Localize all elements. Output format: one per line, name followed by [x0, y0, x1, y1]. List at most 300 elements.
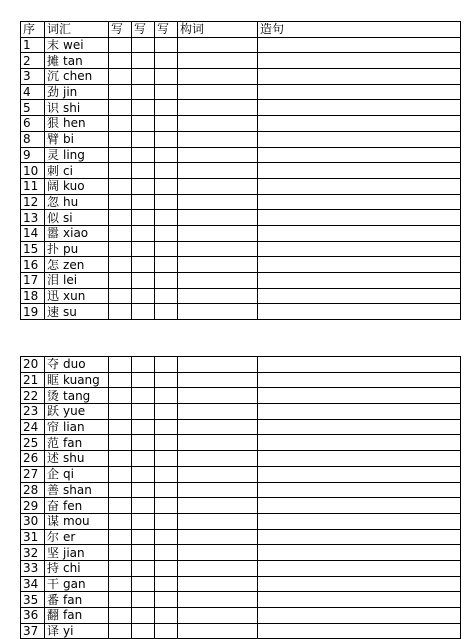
write-cell-3 — [155, 131, 178, 147]
table-row — [21, 545, 461, 561]
table-row — [21, 53, 461, 69]
write-cell-3 — [155, 623, 178, 639]
write-cell-3 — [155, 210, 178, 226]
table-row — [21, 178, 461, 194]
write-cell-2 — [132, 273, 155, 289]
write-cell-2 — [132, 451, 155, 467]
vocab-pinyin: hen — [63, 116, 86, 131]
vocab-word — [45, 451, 109, 467]
row-number: 13 — [21, 210, 45, 226]
vocab-character: 范 — [47, 435, 60, 450]
vocab-word — [45, 529, 109, 545]
write-cell-2 — [132, 419, 155, 435]
vocab-word — [45, 163, 109, 179]
compose-cell — [178, 194, 258, 210]
vocab-character: 劲 — [47, 85, 60, 100]
write-cell-1 — [109, 53, 132, 69]
write-cell-2 — [132, 388, 155, 404]
write-cell-1 — [109, 257, 132, 273]
compose-cell — [178, 466, 258, 482]
write-cell-3 — [155, 241, 178, 257]
row-number: 30 — [21, 513, 45, 529]
write-cell-1 — [109, 116, 132, 132]
table-row — [21, 84, 461, 100]
header-write-2: 写 — [132, 22, 155, 38]
sentence-cell — [258, 225, 461, 241]
vocab-word — [45, 419, 109, 435]
vocab-pinyin: lei — [63, 273, 78, 288]
write-cell-1 — [109, 288, 132, 304]
vocab-character: 刺 — [47, 163, 60, 178]
compose-cell — [178, 225, 258, 241]
write-cell-1 — [109, 357, 132, 373]
vocab-character: 企 — [47, 467, 60, 482]
vocab-table-part-1 — [20, 21, 461, 320]
vocab-pinyin: pu — [63, 241, 79, 256]
write-cell-2 — [132, 116, 155, 132]
vocab-character: 眶 — [47, 373, 60, 388]
write-cell-3 — [155, 116, 178, 132]
vocab-word — [45, 84, 109, 100]
write-cell-1 — [109, 147, 132, 163]
write-cell-2 — [132, 529, 155, 545]
compose-cell — [178, 419, 258, 435]
vocab-pinyin: shan — [63, 482, 92, 497]
table-row — [21, 241, 461, 257]
table-row — [21, 100, 461, 116]
table-row — [21, 419, 461, 435]
row-number: 4 — [21, 84, 45, 100]
table-row — [21, 482, 461, 498]
vocab-character: 阔 — [47, 179, 60, 194]
write-cell-3 — [155, 513, 178, 529]
vocab-word — [45, 257, 109, 273]
write-cell-3 — [155, 529, 178, 545]
row-number: 18 — [21, 288, 45, 304]
vocab-pinyin: duo — [63, 357, 86, 372]
write-cell-3 — [155, 100, 178, 116]
compose-cell — [178, 357, 258, 373]
compose-cell — [178, 545, 258, 561]
sentence-cell — [258, 116, 461, 132]
write-cell-1 — [109, 466, 132, 482]
row-number: 19 — [21, 304, 45, 320]
vocab-word — [45, 357, 109, 373]
write-cell-2 — [132, 131, 155, 147]
write-cell-3 — [155, 592, 178, 608]
table-row — [21, 529, 461, 545]
write-cell-2 — [132, 210, 155, 226]
write-cell-1 — [109, 84, 132, 100]
table-row — [21, 560, 461, 576]
vocab-character: 似 — [47, 210, 60, 225]
write-cell-1 — [109, 100, 132, 116]
write-cell-1 — [109, 545, 132, 561]
table-row — [21, 592, 461, 608]
write-cell-1 — [109, 404, 132, 420]
write-cell-2 — [132, 147, 155, 163]
row-number: 35 — [21, 592, 45, 608]
write-cell-3 — [155, 178, 178, 194]
row-number: 26 — [21, 451, 45, 467]
vocab-pinyin: xiao — [63, 226, 89, 241]
write-cell-1 — [109, 623, 132, 639]
vocab-word — [45, 273, 109, 289]
compose-cell — [178, 273, 258, 289]
vocab-word — [45, 37, 109, 53]
compose-cell — [178, 131, 258, 147]
write-cell-1 — [109, 451, 132, 467]
vocab-character: 灵 — [47, 147, 60, 162]
sentence-cell — [258, 435, 461, 451]
write-cell-2 — [132, 466, 155, 482]
sentence-cell — [258, 100, 461, 116]
write-cell-2 — [132, 592, 155, 608]
write-cell-2 — [132, 545, 155, 561]
vocab-character: 善 — [47, 482, 60, 497]
write-cell-1 — [109, 273, 132, 289]
table-row — [21, 194, 461, 210]
write-cell-2 — [132, 163, 155, 179]
write-cell-2 — [132, 53, 155, 69]
write-cell-2 — [132, 84, 155, 100]
vocab-word — [45, 388, 109, 404]
table-row — [21, 131, 461, 147]
write-cell-2 — [132, 225, 155, 241]
compose-cell — [178, 560, 258, 576]
vocab-character: 夺 — [47, 357, 60, 372]
table-row — [21, 37, 461, 53]
compose-cell — [178, 529, 258, 545]
vocab-character: 述 — [47, 451, 60, 466]
sentence-cell — [258, 37, 461, 53]
write-cell-1 — [109, 210, 132, 226]
write-cell-1 — [109, 194, 132, 210]
sentence-cell — [258, 451, 461, 467]
vocab-pinyin: tan — [63, 53, 83, 68]
row-number: 36 — [21, 608, 45, 624]
vocab-pinyin: ling — [63, 147, 85, 162]
compose-cell — [178, 482, 258, 498]
header-write-3: 写 — [155, 22, 178, 38]
row-number: 31 — [21, 529, 45, 545]
sentence-cell — [258, 372, 461, 388]
vocab-pinyin: gan — [63, 576, 86, 591]
compose-cell — [178, 576, 258, 592]
vocab-character: 沉 — [47, 69, 60, 84]
sentence-cell — [258, 560, 461, 576]
table-row — [21, 513, 461, 529]
sentence-cell — [258, 498, 461, 514]
sentence-cell — [258, 304, 461, 320]
vocab-word — [45, 404, 109, 420]
vocab-pinyin: zen — [63, 257, 85, 272]
compose-cell — [178, 304, 258, 320]
vocab-pinyin: si — [63, 210, 73, 225]
row-number: 10 — [21, 163, 45, 179]
vocab-pinyin: fan — [63, 608, 83, 623]
table-row — [21, 225, 461, 241]
write-cell-1 — [109, 560, 132, 576]
row-number: 11 — [21, 178, 45, 194]
write-cell-1 — [109, 131, 132, 147]
sentence-cell — [258, 273, 461, 289]
row-number: 37 — [21, 623, 45, 639]
write-cell-1 — [109, 592, 132, 608]
table-row — [21, 372, 461, 388]
compose-cell — [178, 451, 258, 467]
write-cell-2 — [132, 100, 155, 116]
vocab-pinyin: er — [63, 529, 76, 544]
vocab-character: 坚 — [47, 545, 60, 560]
write-cell-1 — [109, 388, 132, 404]
row-number: 20 — [21, 357, 45, 373]
write-cell-3 — [155, 608, 178, 624]
compose-cell — [178, 404, 258, 420]
sentence-cell — [258, 131, 461, 147]
vocab-pinyin: fan — [63, 592, 83, 607]
sentence-cell — [258, 466, 461, 482]
vocab-character: 末 — [47, 38, 60, 53]
table-row — [21, 273, 461, 289]
write-cell-2 — [132, 404, 155, 420]
write-cell-2 — [132, 304, 155, 320]
vocab-word — [45, 69, 109, 85]
write-cell-3 — [155, 225, 178, 241]
compose-cell — [178, 241, 258, 257]
row-number: 8 — [21, 131, 45, 147]
table-row — [21, 388, 461, 404]
row-number: 29 — [21, 498, 45, 514]
vocab-character: 泪 — [47, 273, 60, 288]
vocab-pinyin: wei — [63, 38, 84, 53]
sentence-cell — [258, 210, 461, 226]
compose-cell — [178, 147, 258, 163]
write-cell-2 — [132, 623, 155, 639]
table-row — [21, 163, 461, 179]
sentence-cell — [258, 404, 461, 420]
write-cell-2 — [132, 513, 155, 529]
write-cell-2 — [132, 241, 155, 257]
table-row — [21, 435, 461, 451]
write-cell-2 — [132, 498, 155, 514]
row-number: 15 — [21, 241, 45, 257]
vocab-pinyin: lian — [63, 420, 85, 435]
header-word: 词汇 — [45, 22, 109, 38]
write-cell-2 — [132, 435, 155, 451]
row-number: 16 — [21, 257, 45, 273]
write-cell-3 — [155, 147, 178, 163]
row-number: 9 — [21, 147, 45, 163]
write-cell-1 — [109, 576, 132, 592]
vocab-pinyin: kuang — [63, 373, 100, 388]
sentence-cell — [258, 53, 461, 69]
sentence-cell — [258, 257, 461, 273]
sentence-cell — [258, 592, 461, 608]
write-cell-3 — [155, 257, 178, 273]
vocab-word — [45, 623, 109, 639]
vocab-word — [45, 131, 109, 147]
vocab-character: 干 — [47, 576, 60, 591]
write-cell-2 — [132, 372, 155, 388]
table-row — [21, 404, 461, 420]
write-cell-2 — [132, 560, 155, 576]
table-row — [21, 623, 461, 639]
vocab-pinyin: su — [63, 304, 77, 319]
write-cell-1 — [109, 435, 132, 451]
vocab-pinyin: chi — [63, 561, 81, 576]
compose-cell — [178, 116, 258, 132]
compose-cell — [178, 592, 258, 608]
table-row — [21, 116, 461, 132]
vocab-word — [45, 225, 109, 241]
write-cell-2 — [132, 194, 155, 210]
write-cell-3 — [155, 288, 178, 304]
table-row — [21, 147, 461, 163]
sentence-cell — [258, 608, 461, 624]
write-cell-3 — [155, 357, 178, 373]
write-cell-1 — [109, 608, 132, 624]
vocab-character: 扑 — [47, 241, 60, 256]
vocab-pinyin: hu — [63, 194, 79, 209]
row-number: 22 — [21, 388, 45, 404]
write-cell-2 — [132, 357, 155, 373]
table-row — [21, 576, 461, 592]
table-row — [21, 304, 461, 320]
write-cell-3 — [155, 404, 178, 420]
vocab-pinyin: kuo — [63, 179, 85, 194]
vocab-word — [45, 288, 109, 304]
vocab-word — [45, 498, 109, 514]
vocab-character: 烫 — [47, 388, 60, 403]
write-cell-2 — [132, 288, 155, 304]
write-cell-2 — [132, 257, 155, 273]
write-cell-1 — [109, 372, 132, 388]
row-number: 28 — [21, 482, 45, 498]
write-cell-1 — [109, 225, 132, 241]
write-cell-1 — [109, 241, 132, 257]
table-row — [21, 466, 461, 482]
row-number: 24 — [21, 419, 45, 435]
compose-cell — [178, 498, 258, 514]
compose-cell — [178, 388, 258, 404]
sentence-cell — [258, 482, 461, 498]
row-number: 2 — [21, 53, 45, 69]
vocab-character: 番 — [47, 592, 60, 607]
sentence-cell — [258, 288, 461, 304]
vocab-character: 译 — [47, 624, 60, 639]
write-cell-1 — [109, 419, 132, 435]
vocab-pinyin: chen — [63, 69, 93, 84]
write-cell-1 — [109, 482, 132, 498]
write-cell-3 — [155, 163, 178, 179]
compose-cell — [178, 257, 258, 273]
vocab-word — [45, 53, 109, 69]
vocab-character: 嚣 — [47, 226, 60, 241]
write-cell-3 — [155, 576, 178, 592]
vocab-pinyin: bi — [63, 132, 74, 147]
vocab-pinyin: tang — [63, 388, 91, 403]
vocab-word — [45, 178, 109, 194]
header-write-1: 写 — [109, 22, 132, 38]
write-cell-3 — [155, 37, 178, 53]
vocab-character: 狠 — [47, 116, 60, 131]
vocab-word — [45, 194, 109, 210]
vocab-pinyin: yi — [63, 624, 74, 639]
vocab-pinyin: fan — [63, 435, 83, 450]
sentence-cell — [258, 163, 461, 179]
vocab-word — [45, 241, 109, 257]
table-row — [21, 210, 461, 226]
write-cell-1 — [109, 498, 132, 514]
vocab-word — [45, 592, 109, 608]
table-row — [21, 288, 461, 304]
compose-cell — [178, 623, 258, 639]
sentence-cell — [258, 576, 461, 592]
vocab-character: 忽 — [47, 194, 60, 209]
sentence-cell — [258, 623, 461, 639]
write-cell-1 — [109, 178, 132, 194]
write-cell-3 — [155, 466, 178, 482]
sentence-cell — [258, 513, 461, 529]
vocab-character: 怎 — [47, 257, 60, 272]
vocab-word — [45, 545, 109, 561]
write-cell-1 — [109, 163, 132, 179]
sentence-cell — [258, 419, 461, 435]
table-row — [21, 357, 461, 373]
sentence-cell — [258, 241, 461, 257]
compose-cell — [178, 53, 258, 69]
compose-cell — [178, 37, 258, 53]
vocab-pinyin: qi — [63, 467, 74, 482]
header-sentence: 造句 — [258, 22, 461, 38]
write-cell-3 — [155, 194, 178, 210]
write-cell-2 — [132, 178, 155, 194]
header-row — [21, 22, 461, 38]
vocab-word — [45, 304, 109, 320]
write-cell-2 — [132, 69, 155, 85]
write-cell-2 — [132, 576, 155, 592]
compose-cell — [178, 100, 258, 116]
vocab-word — [45, 576, 109, 592]
write-cell-1 — [109, 304, 132, 320]
sentence-cell — [258, 357, 461, 373]
compose-cell — [178, 435, 258, 451]
vocab-word — [45, 147, 109, 163]
write-cell-2 — [132, 37, 155, 53]
row-number: 33 — [21, 560, 45, 576]
write-cell-3 — [155, 419, 178, 435]
row-number: 6 — [21, 116, 45, 132]
vocab-character: 摊 — [47, 53, 60, 68]
table-row — [21, 69, 461, 85]
vocab-word — [45, 210, 109, 226]
row-number: 17 — [21, 273, 45, 289]
compose-cell — [178, 69, 258, 85]
vocab-pinyin: ci — [63, 163, 73, 178]
vocab-word — [45, 100, 109, 116]
compose-cell — [178, 288, 258, 304]
compose-cell — [178, 163, 258, 179]
vocab-character: 奋 — [47, 498, 60, 513]
vocab-character: 识 — [47, 100, 60, 115]
write-cell-3 — [155, 69, 178, 85]
vocab-word — [45, 608, 109, 624]
vocab-pinyin: shu — [63, 451, 85, 466]
write-cell-3 — [155, 273, 178, 289]
compose-cell — [178, 372, 258, 388]
table-row — [21, 257, 461, 273]
